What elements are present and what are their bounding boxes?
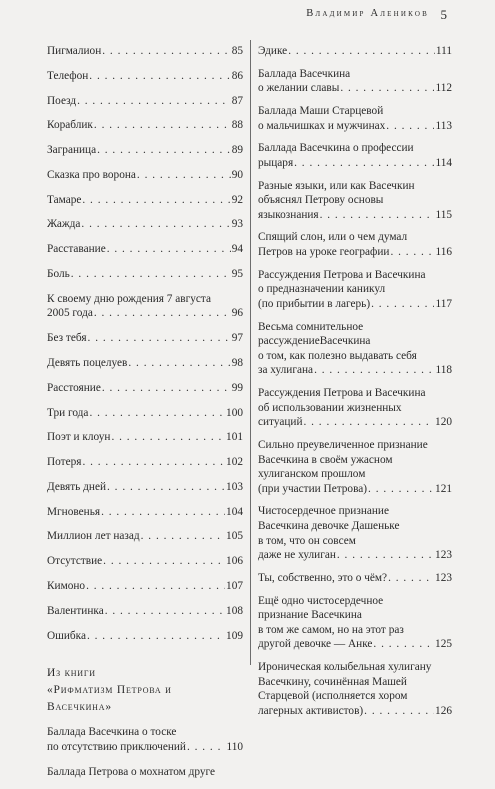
dot-leader <box>288 44 435 59</box>
section-heading-line: Васечкина» <box>47 701 112 714</box>
dot-leader <box>102 381 231 396</box>
toc-entry-last-line <box>258 44 452 59</box>
toc-entry-title-line: даже не хулиган <box>258 549 336 562</box>
toc-entry-title-line: Кораблик <box>47 119 93 132</box>
toc-entry-last-line <box>258 119 452 134</box>
toc-page-number: 113 <box>435 119 452 132</box>
toc-entry-title-line: Баллада Петрова о мохнатом друге <box>47 765 216 778</box>
toc-entry-last-line <box>47 505 243 520</box>
toc-entry-title-line: по отсутствию приключений <box>47 740 186 753</box>
dot-leader <box>86 579 225 594</box>
toc-page-number: 123 <box>435 549 452 562</box>
toc-entry-title-line: Валентинка <box>47 604 104 617</box>
toc-entry-title-line: Расстояние <box>47 381 101 394</box>
dot-leader <box>187 740 225 755</box>
toc-page-number: 125 <box>435 638 452 651</box>
toc-entry-last-line <box>47 604 243 619</box>
toc-entry <box>258 504 452 562</box>
dot-leader <box>77 94 231 109</box>
toc-entry-last-line <box>47 168 243 183</box>
toc-page-number: 106 <box>226 555 243 568</box>
toc-page-number: 117 <box>435 297 452 310</box>
toc-entry-last-line <box>47 331 243 346</box>
toc-entry-title-line: Сказка про ворона <box>47 168 136 181</box>
toc-entry-title-line: об использовании жизненных <box>258 401 402 414</box>
toc-entry-title-line: Тамаре <box>47 193 82 206</box>
toc-entry <box>47 579 243 594</box>
dot-leader <box>388 571 434 586</box>
toc-entry-title-line: Сильно преувеличенное признание <box>258 438 428 451</box>
toc-right-column <box>258 44 452 726</box>
toc-entry-title-line: Заграница <box>47 144 97 157</box>
toc-entry <box>47 480 243 495</box>
toc-entry-title-line: К своему дню рождения 7 августа <box>47 292 212 305</box>
toc-entry-title-line: Баллада Маши Старцевой <box>258 104 384 117</box>
dot-leader <box>89 406 225 421</box>
toc-entry-last-line <box>47 242 243 257</box>
toc-page-number: 109 <box>226 629 243 642</box>
toc-entry-title-line: 2005 года <box>47 307 93 320</box>
toc-entry-title-line: Баллада Васечкина <box>258 67 351 80</box>
toc-entry-title-line: (по прибытии в лагерь) <box>258 297 371 310</box>
dot-leader <box>373 637 434 652</box>
toc-entry-title-line: признание Васечкина <box>258 609 362 622</box>
toc-page-number: 114 <box>435 156 452 169</box>
toc-page-number: 86 <box>231 69 243 82</box>
toc-entry-last-line <box>47 480 243 495</box>
toc-entry <box>47 331 243 346</box>
toc-entry <box>47 529 243 544</box>
dot-leader <box>71 267 231 282</box>
toc-entry-last-line <box>258 415 452 430</box>
dot-leader <box>97 143 231 158</box>
toc-entry <box>47 44 243 59</box>
toc-entry-title-line: Баллада Васечкина о профессии <box>258 142 414 155</box>
toc-entry-title-line: о том, как полезно выдавать себя <box>258 349 417 362</box>
toc-entry <box>47 168 243 183</box>
toc-entry-title-line: рыцаря <box>258 156 294 169</box>
toc-entry-title-line: Васечкина в своём ужасном <box>258 453 393 466</box>
toc-entry-last-line <box>47 381 243 396</box>
dot-leader <box>105 604 225 619</box>
toc-entry <box>47 143 243 158</box>
page-number: 5 <box>440 7 447 22</box>
toc-entry-last-line <box>47 267 243 282</box>
toc-page-number: 102 <box>226 456 243 469</box>
toc-entry-title-line: Васечкину, сочинённая Машей <box>258 675 407 688</box>
toc-page-number: 104 <box>226 505 243 518</box>
toc-page-number: 90 <box>231 168 243 181</box>
toc-entry <box>258 141 452 170</box>
toc-entry <box>47 356 243 371</box>
toc-entry-title-line: Потеря <box>47 456 82 469</box>
toc-entry-last-line <box>47 455 243 470</box>
toc-entry-last-line <box>47 94 243 109</box>
toc-entry-title-line: Жажда <box>47 218 81 231</box>
toc-entry-title-line: Эдике <box>258 45 288 57</box>
dot-leader <box>88 331 231 346</box>
toc-entry-last-line <box>47 193 243 208</box>
dot-leader <box>94 118 231 133</box>
toc-page-number: 101 <box>226 431 243 444</box>
dot-leader <box>102 44 230 59</box>
toc-entry-last-line <box>258 81 452 96</box>
toc-entry-title-line: Расставание <box>47 243 106 256</box>
toc-entry-title-line: Рассуждения Петрова и Васечкина <box>258 268 426 281</box>
toc-entry-title-line: объяснял Петрову основы <box>258 194 384 207</box>
toc-page-number: 112 <box>435 82 452 95</box>
toc-entry-title-line: Баллада Васечкина о тоске <box>47 726 177 739</box>
toc-entry-title-line: Васечкина девочке Дашеньке <box>258 519 400 532</box>
dot-leader <box>337 548 434 563</box>
toc-entry <box>47 604 243 619</box>
toc-entry-title-line: Пигмалион <box>47 45 102 57</box>
toc-entry-last-line <box>258 297 452 312</box>
column-divider <box>250 40 251 665</box>
toc-page-number: 121 <box>435 482 452 495</box>
toc-entry <box>258 230 452 259</box>
toc-entry <box>47 406 243 421</box>
dot-leader <box>371 297 434 312</box>
toc-entry-title-line: Девять поцелуев <box>47 356 128 369</box>
toc-entry-title-line: в том, что он совсем <box>258 534 356 547</box>
toc-entry-title-line: языкознания <box>258 208 319 221</box>
toc-entry-title-line: (при участии Петрова) <box>258 482 368 495</box>
toc-page-number: 110 <box>226 740 243 753</box>
running-header <box>0 4 495 24</box>
toc-entry-title-line: за хулигана <box>258 364 314 377</box>
toc-entry <box>258 67 452 96</box>
toc-entry-last-line <box>258 548 452 563</box>
toc-entry-last-line <box>47 629 243 644</box>
section-heading-line: Из книги <box>47 667 96 680</box>
toc-entry-last-line <box>258 363 452 378</box>
toc-entry-last-line <box>47 69 243 84</box>
toc-entry-title-line: Телефон <box>47 69 89 82</box>
dot-leader <box>82 455 225 470</box>
toc-entry-title-line: Весьма сомнительное <box>258 320 364 333</box>
toc-entry-title-line: Отсутствие <box>47 555 103 568</box>
toc-entry-title-line: Ещё одно чистосердечное <box>258 594 384 607</box>
toc-entry-title-line: Чистосердечное признание <box>258 505 389 518</box>
toc-entry-title-line: Спящий слон, или о чем думал <box>258 231 408 244</box>
toc-entry <box>258 571 452 586</box>
section-heading <box>47 665 243 716</box>
section-heading-line: «Рифматизм Петрова и <box>47 684 172 697</box>
toc-entry-title-line: ситуаций <box>258 416 303 429</box>
toc-entry-last-line <box>47 579 243 594</box>
dot-leader <box>111 430 225 445</box>
dot-leader <box>103 554 225 569</box>
toc-page-number: 111 <box>435 45 452 57</box>
dot-leader <box>89 69 230 84</box>
toc-page-number: 92 <box>231 193 243 206</box>
toc-page-number: 120 <box>435 416 452 429</box>
toc-page-number: 97 <box>231 332 243 345</box>
toc-entry-last-line <box>47 306 243 321</box>
toc-entry-last-line <box>258 704 452 719</box>
toc-entry-last-line <box>47 217 243 232</box>
toc-entry <box>258 660 452 718</box>
toc-entry-last-line <box>258 156 452 171</box>
toc-entry <box>47 554 243 569</box>
toc-entry-title-line: Ты, собственно, это о чём? <box>258 571 388 584</box>
toc-entry-title-line: хулиганском прошлом <box>258 468 366 481</box>
toc-page-number: 108 <box>226 604 243 617</box>
dot-leader <box>128 356 230 371</box>
toc-page-number: 88 <box>231 119 243 132</box>
author-name: Владимир Алеников <box>306 8 429 19</box>
dot-leader <box>320 208 435 223</box>
toc-entry-title-line: Петров на уроке географии <box>258 246 390 258</box>
toc-entry-last-line <box>258 482 452 497</box>
dot-leader <box>87 629 225 644</box>
toc-entry-last-line <box>47 765 243 780</box>
toc-page-number: 126 <box>435 704 452 717</box>
toc-entry <box>47 242 243 257</box>
toc-list <box>258 44 452 718</box>
toc-entry-title-line: Три года <box>47 406 89 419</box>
toc-entry-last-line <box>258 571 452 586</box>
toc-entry-title-line: Ошибка <box>47 629 86 642</box>
toc-page-number: 99 <box>231 381 243 394</box>
toc-entry-title-line: Боль <box>47 268 70 281</box>
toc-entry <box>258 268 452 312</box>
toc-entry <box>47 430 243 445</box>
toc-entry-title-line: Старцевой (исполняется хором <box>258 690 408 703</box>
dot-leader <box>364 704 434 719</box>
toc-entry <box>258 104 452 133</box>
toc-page-number: 116 <box>435 246 452 258</box>
toc-entry <box>258 386 452 430</box>
toc-page-number: 87 <box>231 94 243 107</box>
toc-entry <box>47 765 243 780</box>
toc-entry-last-line <box>47 406 243 421</box>
dot-leader <box>340 81 434 96</box>
toc-entry-last-line <box>258 208 452 223</box>
dot-leader <box>304 415 435 430</box>
toc-page-number: 115 <box>435 208 452 221</box>
toc-page-number: 123 <box>435 571 452 584</box>
toc-entry-title-line: Разные языки, или как Васечкин <box>258 179 415 192</box>
toc-entry <box>47 629 243 644</box>
toc-entry-last-line <box>47 430 243 445</box>
toc-entry <box>258 320 452 378</box>
toc-entry-title-line: о мальчишках и мужчинах <box>258 119 386 132</box>
dot-leader <box>81 217 230 232</box>
toc-entry <box>258 438 452 496</box>
toc-entry <box>47 69 243 84</box>
toc-entry-last-line <box>47 554 243 569</box>
toc-entry-title-line: Рассуждения Петрова и Васечкина <box>258 387 426 400</box>
toc-page-number: 94 <box>231 243 243 256</box>
toc-entry <box>258 594 452 652</box>
toc-entry <box>47 118 243 133</box>
dot-leader <box>107 242 231 257</box>
toc-entry-title-line: Миллион лет назад <box>47 530 140 543</box>
toc-entry <box>47 292 243 321</box>
toc-entry-title-line: Кимоно <box>47 580 86 592</box>
toc-entry-title-line: рассуждениеВасечкина <box>258 335 371 348</box>
toc-entry-title-line: Поезд <box>47 94 77 107</box>
toc-entry-title-line: о предназначении каникул <box>258 283 386 296</box>
toc-entry-last-line <box>47 118 243 133</box>
toc-left-column <box>47 44 243 789</box>
dot-leader <box>294 156 434 171</box>
toc-entry-last-line <box>47 143 243 158</box>
toc-entry-last-line <box>47 529 243 544</box>
toc-entry <box>258 44 452 59</box>
dot-leader <box>82 193 230 208</box>
toc-entry <box>47 381 243 396</box>
toc-page-number: 105 <box>226 530 243 543</box>
toc-entry <box>47 193 243 208</box>
toc-page-number: 103 <box>226 480 243 493</box>
toc-entry-last-line <box>47 356 243 371</box>
toc-entry-title-line: Девять дней <box>47 480 107 493</box>
toc-entry-last-line <box>258 637 452 652</box>
dot-leader <box>94 306 231 321</box>
toc-entry-title-line: в том же самом, но на этот раз <box>258 623 404 636</box>
toc-entry-title-line: Ироническая колыбельная хулигану <box>258 661 432 673</box>
toc-page-number: 100 <box>226 406 243 419</box>
toc-entry-title-line: Без тебя <box>47 332 87 345</box>
toc-entry-title-line: Поэт и клоун <box>47 431 111 444</box>
toc-entry <box>47 94 243 109</box>
toc-entry <box>47 455 243 470</box>
dot-leader <box>137 168 231 183</box>
toc-entry-last-line <box>47 44 243 59</box>
toc-page-number: 107 <box>226 580 243 592</box>
toc-entry <box>47 217 243 232</box>
toc-entry-title-line: другой девочке — Анке <box>258 638 373 651</box>
toc-list <box>47 44 243 643</box>
toc-entry-title-line: лагерных активистов) <box>258 704 364 717</box>
dot-leader <box>141 529 225 544</box>
toc-entry <box>47 725 243 754</box>
toc-entry-title-line: Мгновенья <box>47 505 101 518</box>
toc-page-number: 96 <box>231 307 243 320</box>
toc-entry <box>47 505 243 520</box>
dot-leader <box>386 119 434 134</box>
toc-entry-title-line: о желании славы <box>258 82 340 95</box>
dot-leader <box>314 363 434 378</box>
toc-page-number: 98 <box>231 356 243 369</box>
toc-page-number: 118 <box>435 364 452 377</box>
dot-leader <box>107 480 225 495</box>
toc-entry <box>258 179 452 223</box>
toc-entry-last-line <box>47 740 243 755</box>
toc-section-list <box>47 725 243 779</box>
toc-page-number: 93 <box>231 218 243 231</box>
toc-page-number: 89 <box>231 144 243 157</box>
dot-leader <box>101 505 225 520</box>
toc-page-number: 95 <box>231 268 243 281</box>
dot-leader <box>390 245 434 260</box>
toc-entry <box>47 267 243 282</box>
toc-page-number: 85 <box>231 45 243 57</box>
toc-entry-last-line <box>258 245 452 260</box>
dot-leader <box>368 482 434 497</box>
